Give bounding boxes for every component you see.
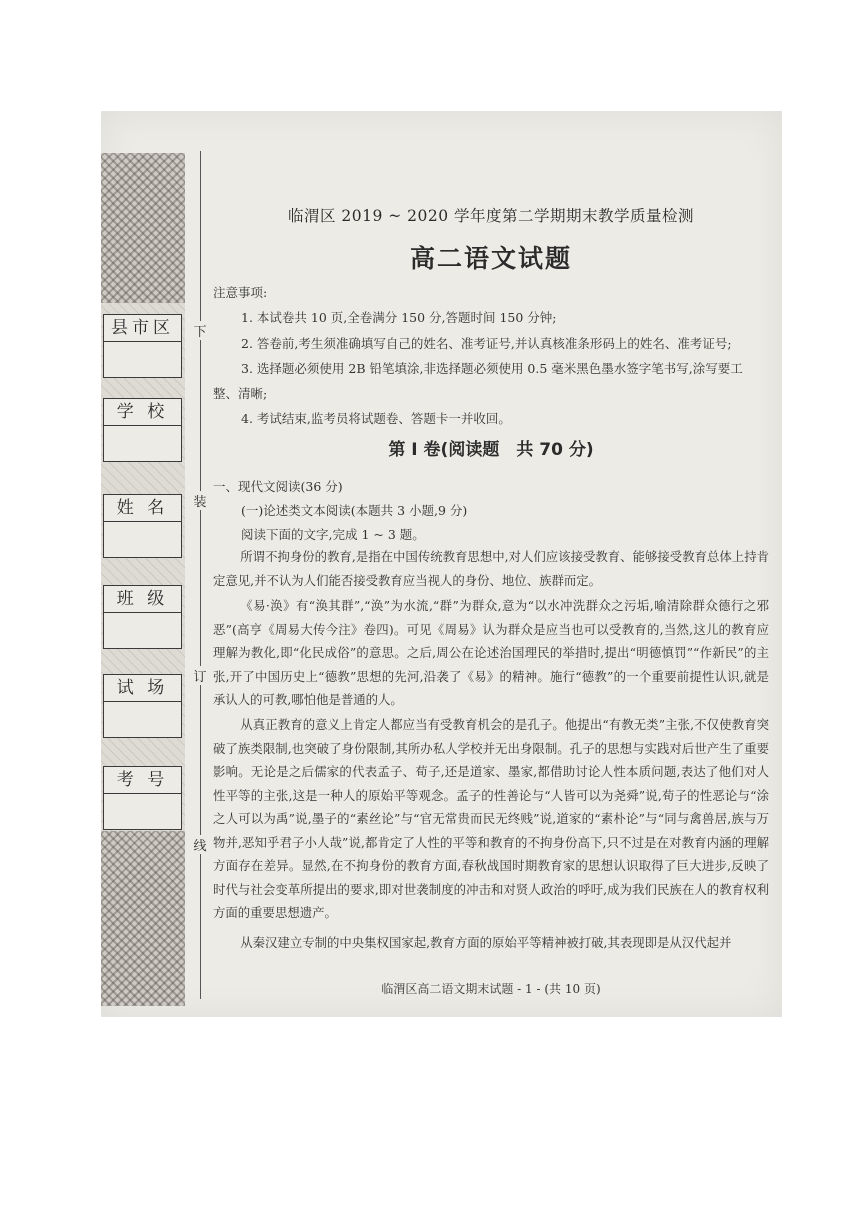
paragraph-1: 所谓不拘身份的教育,是指在中国传统教育思想中,对人们应该接受教育、能够接受教育总体上持肯定意见,并不认为人们能否接受教育应当视人的身份、地位、族群而定。 bbox=[213, 549, 769, 588]
decorative-pattern-top bbox=[101, 153, 185, 303]
notes-heading: 注意事项: bbox=[213, 285, 268, 300]
binding-char-xian: 线 bbox=[192, 835, 208, 854]
info-label: 试 场 bbox=[104, 675, 181, 702]
reading-instruction: 阅读下面的文字,完成 1 ~ 3 题。 bbox=[241, 527, 425, 542]
info-label: 学 校 bbox=[104, 399, 181, 426]
exam-title: 高二语文试题 bbox=[409, 244, 572, 273]
binding-char-xia: 下 bbox=[192, 321, 208, 340]
exam-page bbox=[101, 111, 782, 1017]
binding-margin bbox=[101, 303, 185, 831]
info-box-county bbox=[103, 314, 182, 378]
paragraph-4: 从秦汉建立专制的中央集权国家起,教育方面的原始平等精神被打破,其表现即是从汉代起并 bbox=[240, 935, 732, 950]
info-box-name bbox=[103, 494, 182, 558]
info-label: 考 号 bbox=[104, 767, 181, 794]
note-item-3-cont: 整、清晰; bbox=[213, 386, 268, 401]
decorative-pattern-bottom bbox=[101, 831, 185, 1006]
binding-char-zhuang: 装 bbox=[192, 491, 208, 510]
info-box-class bbox=[103, 585, 182, 649]
part-heading: 一、现代文阅读(36 分) bbox=[213, 479, 343, 494]
info-box-room bbox=[103, 674, 182, 738]
section-title: 第 I 卷(阅读题 共 70 分) bbox=[388, 440, 594, 460]
info-box-school bbox=[103, 398, 182, 462]
info-label: 姓 名 bbox=[104, 495, 181, 522]
info-label: 县市区 bbox=[104, 315, 181, 342]
note-item-1: 1. 本试卷共 10 页,全卷满分 150 分,答题时间 150 分钟; bbox=[241, 310, 557, 325]
page-footer: 临渭区高二语文期末试题 - 1 - (共 10 页) bbox=[381, 982, 601, 996]
note-item-3: 3. 选择题必须使用 2B 铅笔填涂,非选择题必须使用 0.5 毫米黑色墨水签字笔书写,涂写要工 bbox=[241, 361, 743, 376]
binding-line bbox=[200, 151, 201, 999]
exam-subtitle: 临渭区 2019 ~ 2020 学年度第二学期期末教学质量检测 bbox=[287, 207, 695, 225]
subsection-heading: (一)论述类文本阅读(本题共 3 小题,9 分) bbox=[241, 503, 468, 518]
note-item-2: 2. 答卷前,考生须准确填写自己的姓名、准考证号,并认真核准条形码上的姓名、准考证号; bbox=[241, 336, 732, 351]
paragraph-3: 从真正教育的意义上肯定人都应当有受教育机会的是孔子。他提出“有教无类”主张,不仅使教育突破了族类限制,也突破了身份限制,其所办私人学校并无出身限制。孔子的思想与实践对后世产生了重要影响。无论是之后儒家的代表孟子、荀子,还是道家、墨家,都借助讨论人性本质问题,表达了他们对人性平等的主张,这是一种人的原始平等观念。孟子的性善论与“人皆可以为尧舜”说,荀子的性恶论与“涂之人可以为禹”说,墨子的“素丝论”与“官无常贵而民无终贱”说,道家的“素朴论”与“同与禽兽居,族与万物并,恶知乎君子小人哉”说,都肯定了人性的平等和教育的不拘身份高下,只不过是在对教育内涵的理解方面存在差异。显然,在不拘身份的教育方面,春秋战国时期教育家的思想认识取得了巨大进步,反映了时代与社会变革所提出的要求,即对世袭制度的冲击和对贤人政治的呼吁,成为我们民族在人的教育权利方面的重要思想遗产。 bbox=[213, 717, 769, 920]
info-label: 班 级 bbox=[104, 586, 181, 613]
binding-char-ding: 订 bbox=[192, 666, 208, 685]
info-box-number bbox=[103, 766, 182, 830]
paragraph-2: 《易·涣》有“涣其群”,“涣”为水流,“群”为群众,意为“以水冲洗群众之污垢,喻清除群众德行之邪恶”(高亨《周易大传今注》卷四)。可见《周易》认为群众是应当也可以受教育的,当然,这儿的教育应理解为教化,即“化民成俗”的意思。之后,周公在论述治国理民的举措时,提出“明德慎罚”“作新民”的主张,开了中国历史上“德教”思想的先河,沿袭了《易》的精神。施行“德教”的一个重要前提性认识,就是承认人的可教,哪怕他是普通的人。 bbox=[213, 598, 769, 707]
note-item-4: 4. 考试结束,监考员将试题卷、答题卡一并收回。 bbox=[241, 411, 511, 426]
